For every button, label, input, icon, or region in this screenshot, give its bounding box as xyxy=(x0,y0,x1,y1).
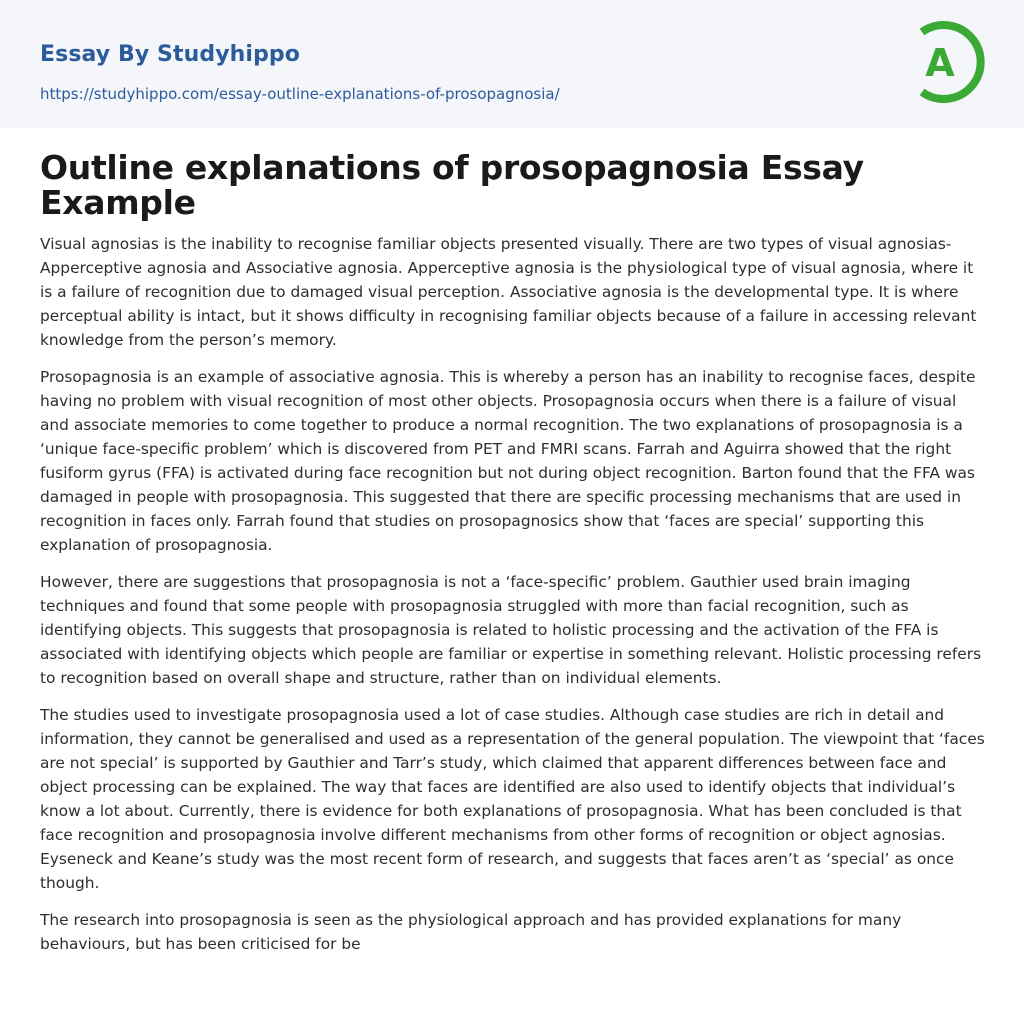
article-paragraph: The research into prosopagnosia is seen as the physiological approach and has provided explanations for many behaviours, but has been criticised for be xyxy=(40,911,902,953)
article xyxy=(40,150,986,956)
logo-letter: A xyxy=(925,41,955,85)
studyhippo-logo-icon[interactable] xyxy=(910,18,988,106)
article-paragraph: The studies used to investigate prosopagnosia used a lot of case studies. Although case studies are rich in detail and information, they cannot be generalised and used as a representation of the general population. The viewpoint that ‘faces are not special’ is supported by Gauthier and Tarr’s study, which claimed that apparent differences between face and object processing can be explained. The way that faces are identified are also used to identify objects that individual’s know a lot about. Currently, there is evidence for both explanations of prosopagnosia. What has been concluded is that face recognition and prosopagnosia involve different mechanisms from other forms of recognition or object agnosias. Eyseneck and Keane’s study was the most recent form of research, and suggests that faces aren’t as ‘special’ as once though. xyxy=(40,706,985,892)
site-title[interactable]: Essay By Studyhippo xyxy=(40,42,300,67)
site-header xyxy=(0,0,1024,128)
essay-url-link[interactable]: https://studyhippo.com/essay-outline-explanations-of-prosopagnosia/ xyxy=(40,85,560,103)
article-paragraph: However, there are suggestions that prosopagnosia is not a ‘face-specific’ problem. Gauthier used brain imaging techniques and found that some people with prosopagnosia struggled with more than facial recognition, such as identifying objects. This suggests that prosopagnosia is related to holistic processing and the activation of the FFA is associated with identifying objects which people are familiar or expertise in something relevant. Holistic processing refers to recognition based on overall shape and structure, rather than on individual elements. xyxy=(40,573,982,687)
article-title: Outline explanations of prosopagnosia Essay Example xyxy=(40,148,864,222)
article-paragraph: Visual agnosias is the inability to recognise familiar objects presented visually. There are two types of visual agnosias- Apperceptive agnosia and Associative agnosia. Apperceptive agnosia is the physiological type of visual agnosia, where it is a failure of recognition due to damaged visual perception. Associative agnosia is the developmental type. It is where perceptual ability is intact, but it shows difficulty in recognising familiar objects because of a failure in accessing relevant knowledge from the person’s memory. xyxy=(40,235,977,349)
article-paragraph: Prosopagnosia is an example of associative agnosia. This is whereby a person has an inability to recognise faces, despite having no problem with visual recognition of most other objects. Prosopagnosia occurs when there is a failure of visual and associate memories to come together to produce a normal recognition. The two explanations of prosopagnosia is a ‘unique face-specific problem’ which is discovered from PET and FMRI scans. Farrah and Aguirra showed that the right fusiform gyrus (FFA) is activated during face recognition but not during object recognition. Barton found that the FFA was damaged in people with prosopagnosia. This suggested that there are specific processing mechanisms that are used in recognition in faces only. Farrah found that studies on prosopagnosics show that ‘faces are special’ supporting this explanation of prosopagnosia. xyxy=(40,368,976,554)
